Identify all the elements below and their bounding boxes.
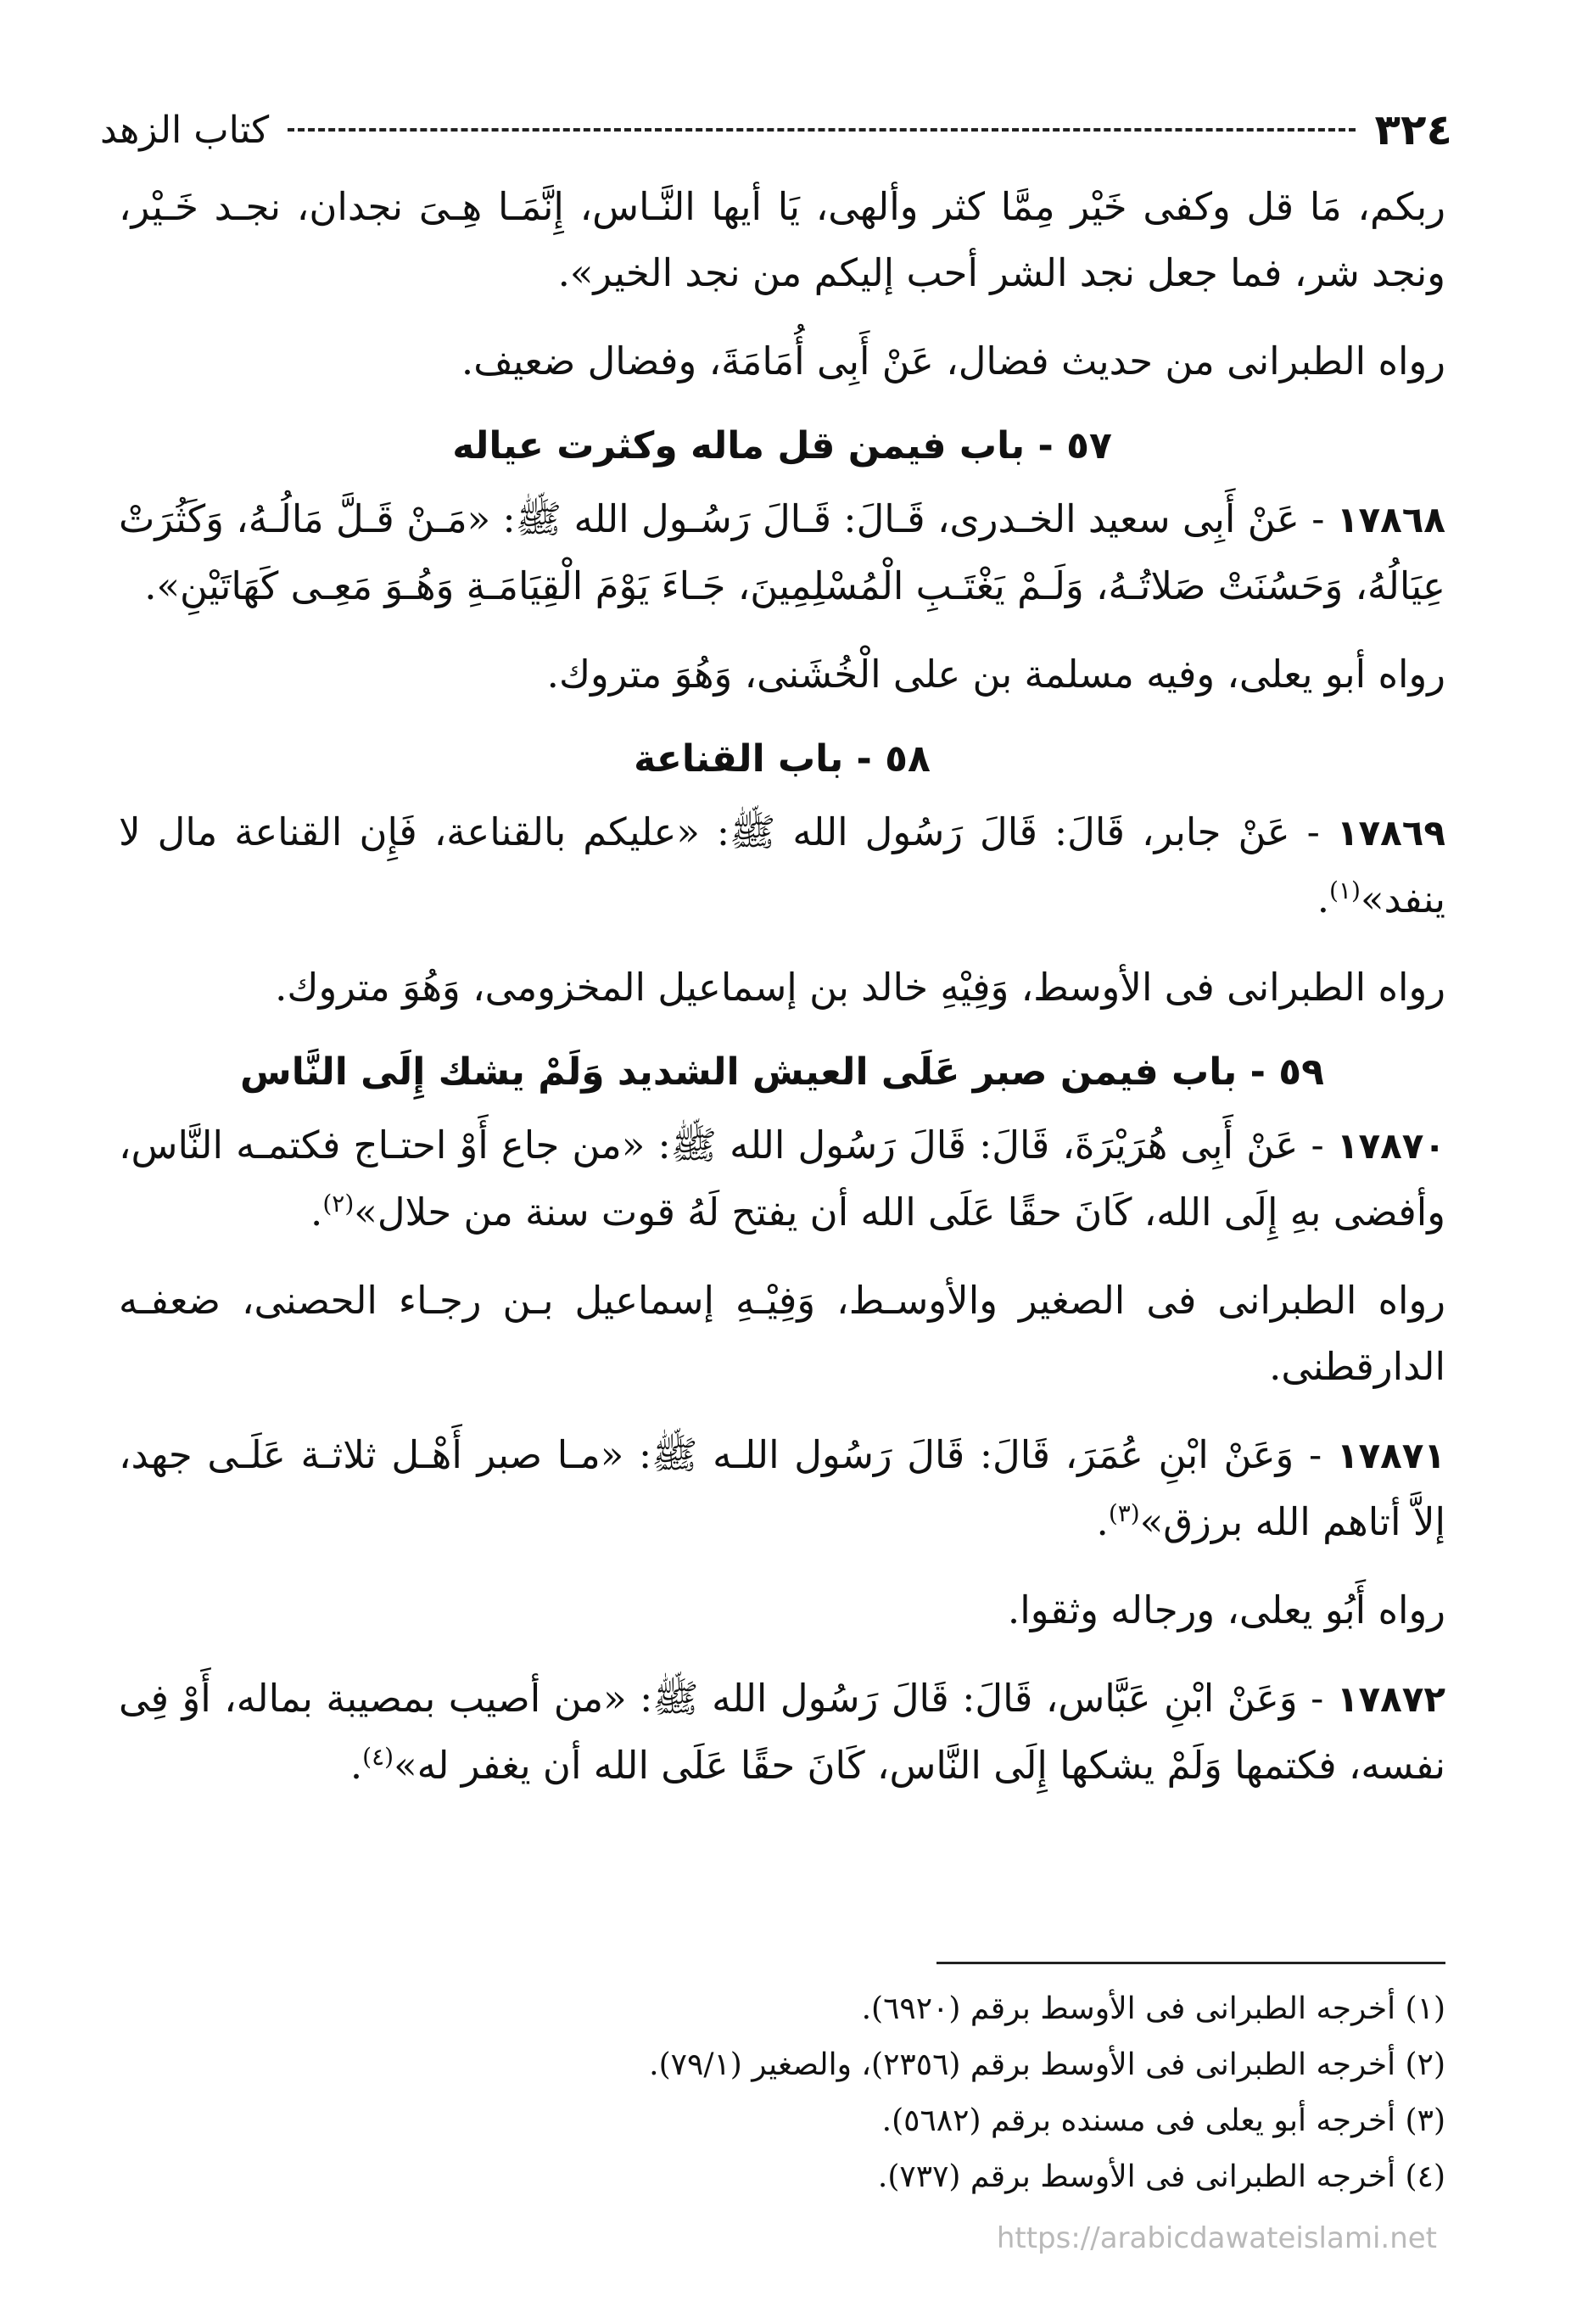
narration-note: رواه الطبرانى من حديث فضال، عَنْ أَبِى أُمَامَةَ، وفضال ضعيف. — [461, 339, 1445, 384]
running-header — [100, 100, 1452, 160]
hadith-17870 — [119, 1112, 1445, 1246]
chapter-heading-59: ٥٩ - باب فيمن صبر عَلَى العيش الشديد وَلَمْ يشك إِلَى النَّاس — [240, 1050, 1324, 1094]
narration-note: رواه الطبرانى فى الأوسط، وَفِيْهِ خالد بن إسماعيل المخزومى، وَهُوَ متروك. — [275, 965, 1445, 1010]
paragraph-continuation: ربكم، مَا قل وكفى خَيْر مِمَّا كثر وألهى، يَا أيها النَّـاس، إِنَّمَـا هِـىَ نجدان، نجـد خَـيْر، ونجد شر، فما جعل نجد الشر أحب إليكم من نجد الخير». — [119, 184, 1445, 295]
hadith-number: ١٧٨٧٠ — [1336, 1125, 1445, 1167]
footnote-ref: (١) — [1329, 876, 1361, 904]
footnote-1: (١) أخرجه الطبرانى فى الأوسط برقم (٦٩٢٠). — [861, 1991, 1445, 2026]
footnote-ref: (٢) — [322, 1190, 355, 1218]
footnote-ref: (٤) — [362, 1743, 394, 1771]
footnote-2: (٢) أخرجه الطبرانى فى الأوسط برقم (٢٣٥٦)، والصغير (٧٩/١). — [649, 2047, 1445, 2082]
hadith-text: - عَنْ أَبِى سعيد الخـدرى، قَـالَ: قَـالَ رَسُـول الله ﷺ: «مَـنْ قَـلَّ مَالُـهُ، وَكَثُرَتْ عِيَالُهُ، وَحَسُنَتْ صَلاتُـهُ، وَلَـمْ يَغْتَـبِ الْمُسْلِمِينَ، جَـاءَ يَوْمَ الْقِيَامَـةِ وَهُـوَ مَعِـى كَهَاتَيْنِ». — [119, 496, 1445, 608]
footnote-ref: (٣) — [1108, 1499, 1140, 1527]
hadith-end: . — [349, 1743, 363, 1788]
hadith-17869 — [119, 799, 1445, 932]
chapter-heading-58: ٥٨ - باب القناعة — [634, 737, 931, 781]
hadith-number: ١٧٨٧٢ — [1336, 1678, 1445, 1720]
chapter-heading-57: ٥٧ - باب فيمن قل ماله وكثرت عياله — [452, 424, 1112, 468]
book-title: كتاب الزهد — [100, 108, 270, 152]
hadith-number: ١٧٨٧١ — [1336, 1435, 1445, 1476]
hadith-17872 — [119, 1666, 1445, 1799]
header-dashed-rule — [288, 128, 1356, 132]
hadith-text: - وَعَنْ ابْنِ عَبَّاس، قَالَ: قَالَ رَسُول الله ﷺ: «من أصيب بمصيبة بماله، أَوْ فِى نفسه، فكتمها وَلَمْ يشكها إِلَى النَّاس، كَانَ حقًا عَلَى الله أن يغفر له» — [119, 1676, 1445, 1788]
hadith-text: - عَنْ جابر، قَالَ: قَالَ رَسُول الله ﷺ: «عليكم بالقناعة، فَإِن القناعة مال لا ينفد» — [119, 809, 1445, 921]
footnote-separator — [936, 1962, 1445, 1964]
hadith-number: ١٧٨٦٨ — [1336, 499, 1445, 540]
hadith-text: - وَعَنْ ابْنِ عُمَرَ، قَالَ: قَالَ رَسُول اللـه ﷺ: «مـا صبر أَهْـل ثلاثـة عَلَـى جهد، إلاَّ أتاهم الله برزق» — [119, 1432, 1445, 1544]
footnotes — [119, 1981, 1445, 2205]
page-number: ٣٢٤ — [1374, 105, 1452, 154]
hadith-end: . — [1317, 876, 1330, 921]
hadith-number: ١٧٨٦٩ — [1336, 812, 1445, 854]
hadith-17871 — [119, 1422, 1445, 1555]
hadith-text: - عَنْ أَبِى هُرَيْرَةَ، قَالَ: قَالَ رَسُول الله ﷺ: «من جاع أَوْ احتـاج فكتمـه النَّاس، وأفضى بهِ إِلَى الله، كَانَ حقًا عَلَى الله أن يفتح لَهُ قوت سنة من حلال» — [119, 1123, 1445, 1235]
hadith-17868 — [119, 486, 1445, 619]
hadith-end: . — [310, 1190, 323, 1235]
footnote-4: (٤) أخرجه الطبرانى فى الأوسط برقم (٧٣٧). — [877, 2159, 1445, 2194]
watermark-url: https://arabicdawateislami.net — [996, 2221, 1437, 2255]
narration-note: رواه أَبُو يعلى، ورجاله وثقوا. — [1007, 1588, 1445, 1632]
main-text — [119, 174, 1445, 1799]
narration-note: رواه الطبرانى فى الصغير والأوسـط، وَفِيْـهِ إسماعيل بـن رجـاء الحصنى، ضعفـه الدارقطنى. — [119, 1278, 1445, 1389]
footnote-3: (٣) أخرجه أبو يعلى فى مسنده برقم (٥٦٨٢). — [881, 2103, 1445, 2138]
hadith-end: . — [1096, 1499, 1109, 1544]
narration-note: رواه أبو يعلى، وفيه مسلمة بن على الْخُشَنى، وَهُوَ متروك. — [546, 652, 1445, 697]
